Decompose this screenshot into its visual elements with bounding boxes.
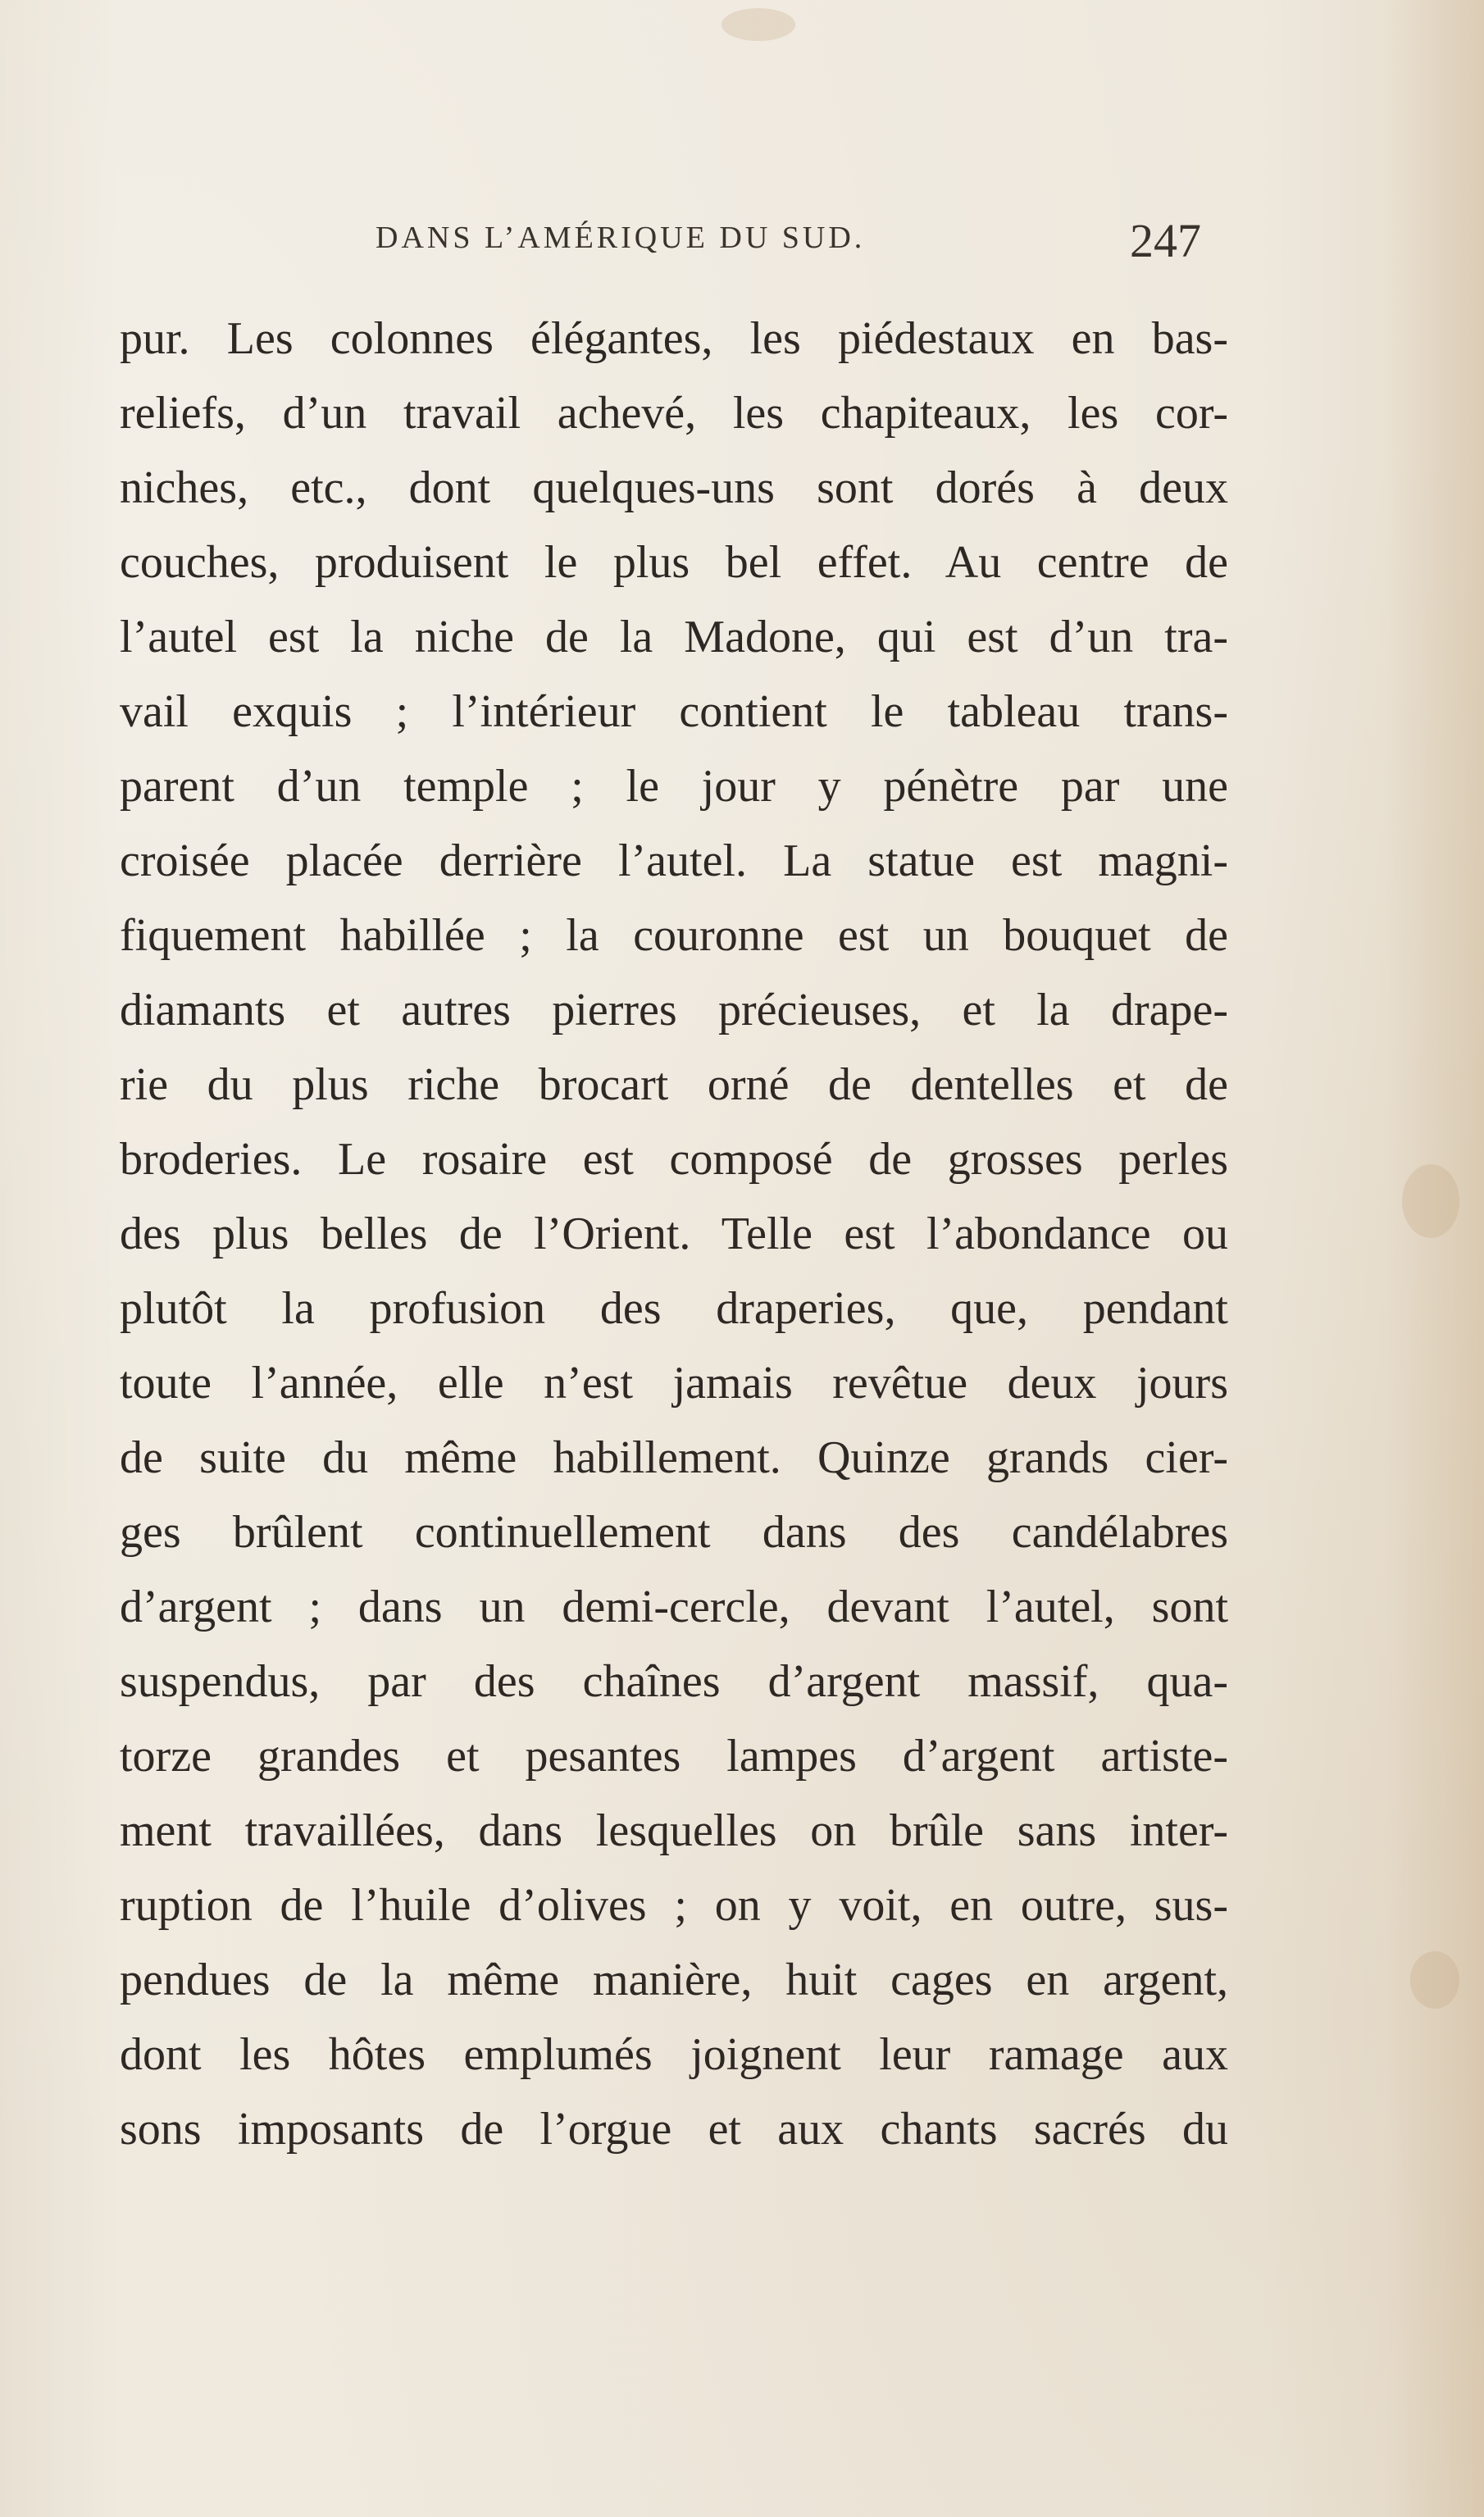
text-line: couches, produisent le plus bel effet. Au centre de [120,537,1228,588]
text-line: ges brûlent continuellement dans des candélabres [120,1507,1228,1558]
text-line: vail exquis ; l’intérieur contient le tableau trans- [120,686,1228,737]
text-line: rie du plus riche brocart orné de dentelles et de [120,1059,1228,1110]
foxing-stain [722,8,795,41]
text-line: broderies. Le rosaire est composé de grosses perles [120,1134,1228,1185]
text-line: pendues de la même manière, huit cages en argent, [120,1955,1228,2005]
foxing-stain [1402,1164,1459,1238]
text-line: reliefs, d’un travail achevé, les chapiteaux, les cor- [120,388,1228,439]
text-line: des plus belles de l’Orient. Telle est l’abondance ou [120,1208,1228,1259]
text-line: toute l’année, elle n’est jamais revêtue deux jours [120,1358,1228,1409]
page-edge-shadow [1386,0,1484,2517]
text-line: diamants et autres pierres précieuses, et la drape- [120,985,1228,1035]
text-line: parent d’un temple ; le jour y pénètre par une [120,761,1228,812]
text-line: sons imposants de l’orgue et aux chants sacrés du [120,2104,1228,2155]
text-line: d’argent ; dans un demi-cercle, devant l’autel, sont [120,1582,1228,1632]
text-line: fiquement habillée ; la couronne est un bouquet de [120,910,1228,961]
text-line: pur. Les colonnes élégantes, les piédestaux en bas- [120,313,1228,364]
text-line: de suite du même habillement. Quinze grands cier- [120,1432,1228,1483]
running-title: DANS L’AMÉRIQUE DU SUD. [376,221,866,255]
text-line: suspendus, par des chaînes d’argent massif, qua- [120,1656,1228,1707]
text-line: plutôt la profusion des draperies, que, pendant [120,1283,1228,1334]
foxing-stain [1410,1951,1459,2009]
page-number: 247 [1130,214,1201,267]
text-line: ment travaillées, dans lesquelles on brûle sans inter- [120,1805,1228,1856]
text-line: dont les hôtes emplumés joignent leur ramage aux [120,2029,1228,2080]
text-line: torze grandes et pesantes lampes d’argent artiste- [120,1731,1228,1782]
running-head [0,214,1484,269]
body-text [120,302,1228,2167]
text-line: niches, etc., dont quelques-uns sont dorés à deux [120,462,1228,513]
text-line: croisée placée derrière l’autel. La statue est magni- [120,835,1228,886]
text-line: l’autel est la niche de la Madone, qui est d’un tra- [120,612,1228,662]
text-line: ruption de l’huile d’olives ; on y voit, en outre, sus- [120,1880,1228,1931]
